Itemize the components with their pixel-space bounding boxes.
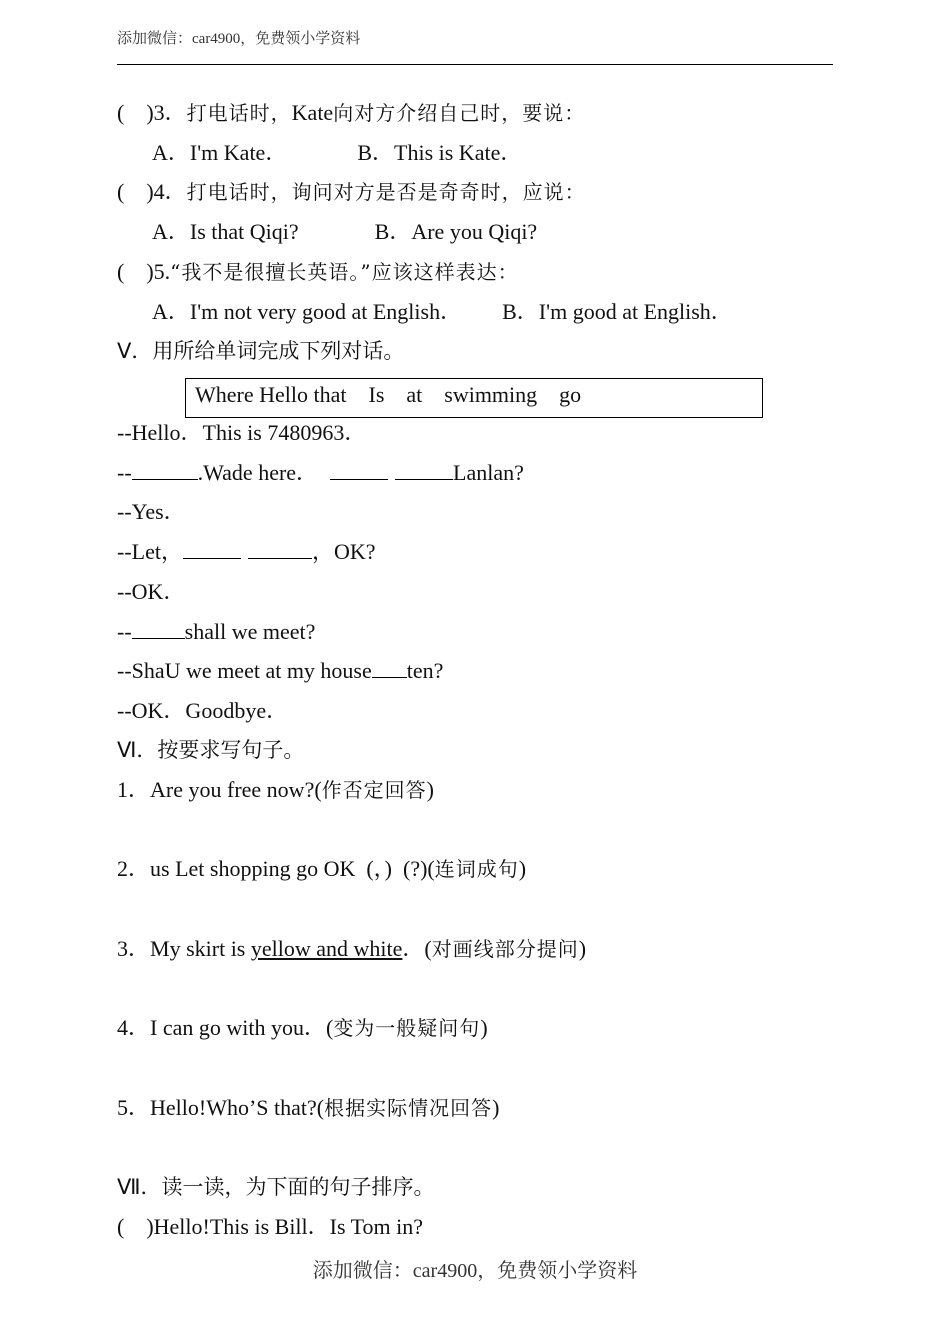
word-bank-box: Where Hello that Is at swimming go bbox=[185, 378, 763, 418]
fill-blank[interactable] bbox=[395, 459, 453, 480]
option-b-label: B． bbox=[374, 219, 412, 244]
answer-bracket[interactable]: ( ) bbox=[117, 259, 154, 284]
item-text: ) bbox=[480, 1015, 488, 1040]
dialog-line-6 bbox=[117, 618, 315, 646]
question-stem: 向对方介绍自己时，要说： bbox=[333, 101, 586, 125]
option-b-text: Are you Qiqi? bbox=[411, 219, 538, 244]
option-a-text: I'm Kate． bbox=[189, 140, 288, 165]
item-instruction: 根据实际情况回答 bbox=[324, 1096, 493, 1120]
dialog-text: --Let， bbox=[117, 539, 183, 564]
option-b-text: This is Kate． bbox=[394, 140, 523, 165]
fill-blank[interactable] bbox=[183, 538, 241, 559]
dialog-text: -- bbox=[117, 619, 132, 644]
answer-bracket[interactable]: ( ) bbox=[117, 179, 154, 204]
dialog-line-1: --Hello．This is 7480963． bbox=[117, 420, 367, 445]
item-number: 3． bbox=[117, 936, 151, 961]
item-text: I can go with you．( bbox=[150, 1015, 334, 1040]
rewrite-item-5 bbox=[117, 1094, 499, 1122]
question-stem: 打电话时，询问对方是否是奇奇时，应说： bbox=[186, 180, 586, 204]
header-divider bbox=[117, 64, 833, 65]
question-stem: “我不是很擅长英语。”应该这样表达： bbox=[170, 260, 519, 284]
rewrite-item-4 bbox=[117, 1014, 488, 1042]
dialog-text: ，OK? bbox=[311, 539, 376, 564]
fill-blank[interactable] bbox=[132, 459, 198, 480]
item-instruction: 对画线部分提问 bbox=[431, 937, 579, 961]
dialog-line-3: --Yes． bbox=[117, 499, 186, 524]
ordering-item-1 bbox=[117, 1213, 423, 1241]
question-3 bbox=[117, 99, 585, 127]
question-stem: 打电话时， bbox=[186, 101, 292, 125]
dialog-text: ten? bbox=[406, 658, 444, 683]
dialog-line-4 bbox=[117, 538, 376, 566]
question-number: 3． bbox=[153, 100, 187, 125]
item-text: ) bbox=[578, 936, 587, 961]
dialog-text: shall we meet? bbox=[184, 619, 316, 644]
item-number: 2． bbox=[117, 856, 151, 881]
item-instruction: 作否定回答 bbox=[321, 778, 427, 802]
option-b-label: B． bbox=[502, 299, 539, 324]
dialog-line-5: --OK． bbox=[117, 579, 186, 604]
item-text: ) bbox=[492, 1095, 500, 1120]
dialog-line-7 bbox=[117, 657, 443, 685]
answer-bracket[interactable]: ( ) bbox=[117, 1214, 154, 1239]
ordering-sentence: Hello!This is Bill．Is Tom in? bbox=[153, 1214, 424, 1239]
section-vi-heading: Ⅵ．按要求写句子。 bbox=[117, 738, 305, 762]
dialog-text: --ShaU we meet at my house bbox=[117, 658, 372, 683]
item-text: Hello!Who’S that?( bbox=[150, 1095, 325, 1120]
question-5-options bbox=[152, 298, 733, 326]
item-text: Are you free now?( bbox=[150, 777, 322, 802]
page-footer-text: 添加微信：car4900，免费领小学资料 bbox=[312, 1260, 638, 1282]
question-5 bbox=[117, 258, 519, 286]
rewrite-item-3 bbox=[117, 935, 586, 963]
question-4-options bbox=[152, 218, 537, 246]
question-3-options bbox=[152, 139, 522, 167]
fill-blank[interactable] bbox=[132, 618, 185, 639]
option-a-label: A． bbox=[152, 299, 190, 324]
dialog-line-8: --OK．Goodbye． bbox=[117, 698, 289, 723]
item-instruction: 变为一般疑问句 bbox=[333, 1016, 481, 1040]
item-text: ．( bbox=[402, 936, 432, 961]
option-a-label: A． bbox=[152, 219, 190, 244]
option-a-text: I'm not very good at English． bbox=[189, 299, 463, 324]
dialog-line-2 bbox=[117, 459, 524, 487]
item-number: 4． bbox=[117, 1015, 151, 1040]
underlined-phrase: yellow and white bbox=[250, 936, 403, 961]
item-instruction: 连词成句 bbox=[434, 857, 519, 881]
section-v-heading: V．用所给单词完成下列对话。 bbox=[117, 339, 405, 363]
page-header-text: 添加微信：car4900，免费领小学资料 bbox=[117, 31, 361, 47]
option-b-text: I'm good at English． bbox=[538, 299, 733, 324]
item-text: ) bbox=[426, 777, 434, 802]
fill-blank[interactable] bbox=[372, 657, 407, 678]
item-number: 5． bbox=[117, 1095, 151, 1120]
item-text: My skirt is bbox=[150, 936, 251, 961]
option-a-text: Is that Qiqi? bbox=[189, 219, 299, 244]
dialog-text: .Wade here． bbox=[197, 460, 319, 485]
dialog-text: -- bbox=[117, 460, 132, 485]
fill-blank[interactable] bbox=[330, 459, 388, 480]
item-text: ) bbox=[518, 856, 527, 881]
question-number: 5. bbox=[153, 259, 171, 284]
dialog-text: Lanlan? bbox=[453, 460, 524, 485]
option-b-label: B． bbox=[357, 140, 395, 165]
question-number: 4． bbox=[153, 179, 187, 204]
fill-blank[interactable] bbox=[248, 538, 312, 559]
question-stem-en: Kate bbox=[291, 100, 334, 125]
question-4 bbox=[117, 178, 586, 206]
item-text: us Let shopping go OK (，) (?)( bbox=[150, 856, 435, 881]
item-number: 1． bbox=[117, 777, 151, 802]
rewrite-item-1 bbox=[117, 776, 434, 804]
option-a-label: A． bbox=[152, 140, 190, 165]
rewrite-item-2 bbox=[117, 855, 526, 883]
section-vii-heading: Ⅶ．读一读，为下面的句子排序。 bbox=[117, 1175, 435, 1199]
answer-bracket[interactable]: ( ) bbox=[117, 100, 154, 125]
